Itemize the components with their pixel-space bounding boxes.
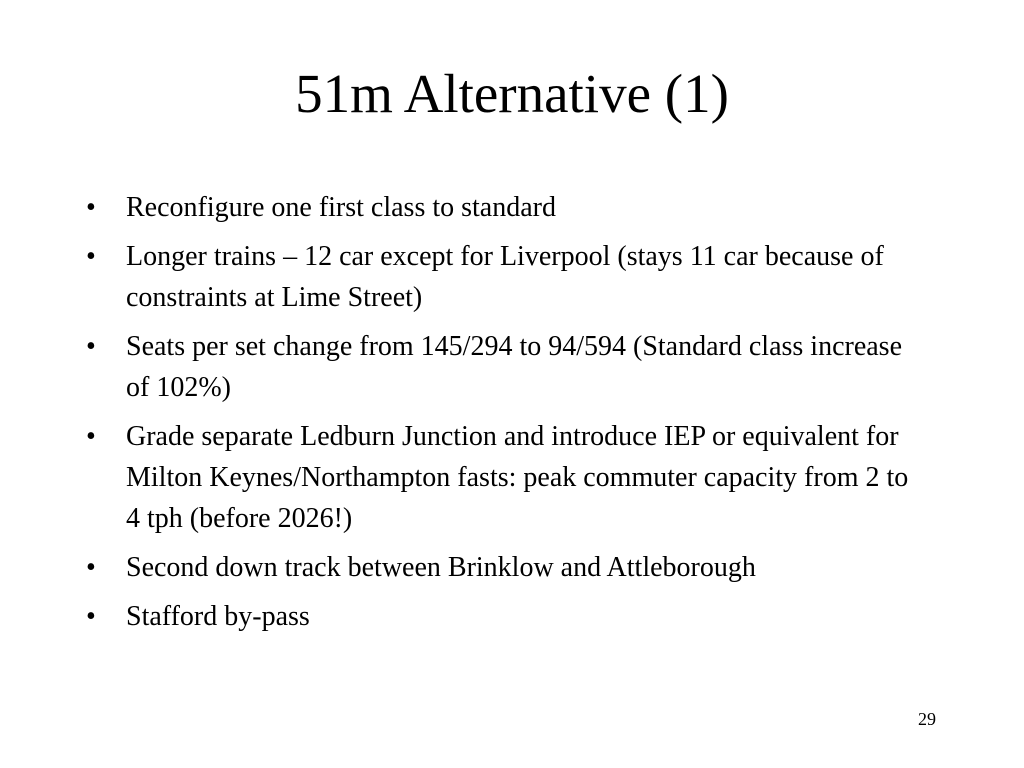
bullet-text: Reconfigure one first class to standard xyxy=(126,192,556,223)
bullet-item xyxy=(86,236,926,318)
bullet-item xyxy=(86,326,926,408)
bullet-point-icon: • xyxy=(86,421,96,452)
bullet-point-icon: • xyxy=(86,241,96,272)
bullet-item xyxy=(86,416,926,539)
bullet-point-icon: • xyxy=(86,192,96,223)
bullet-text: Longer trains – 12 car except for Liverpool (stays 11 car because of constraints at Lime Street) xyxy=(126,241,884,313)
bullet-point-icon: • xyxy=(86,331,96,362)
bullet-item xyxy=(86,547,926,588)
bullet-item xyxy=(86,187,926,228)
bullet-text: Stafford by-pass xyxy=(126,601,310,632)
bullet-point-icon: • xyxy=(86,601,96,632)
slide-title: 51m Alternative (1) xyxy=(295,63,729,124)
page-number: 29 xyxy=(918,709,936,729)
bullet-point-icon: • xyxy=(86,552,96,583)
bullet-text: Second down track between Brinklow and Attleborough xyxy=(126,552,756,583)
bullet-text: Seats per set change from 145/294 to 94/594 (Standard class increase of 102%) xyxy=(126,331,903,403)
bullet-item xyxy=(86,596,926,637)
bullet-text: Grade separate Ledburn Junction and introduce IEP or equivalent for Milton Keynes/Northampton fasts: peak commuter capacity from 2 to 4 tph (before 2026!) xyxy=(126,421,909,534)
bullet-list xyxy=(86,187,926,645)
